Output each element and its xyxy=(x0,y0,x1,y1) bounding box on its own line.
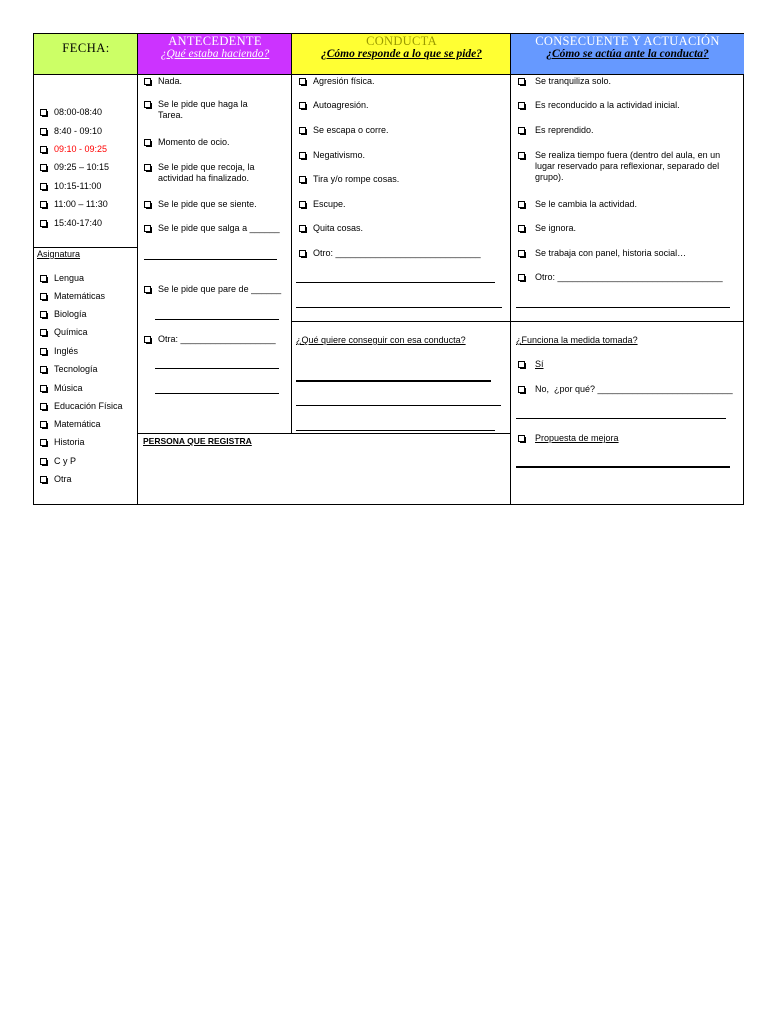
asignatura-item[interactable]: Matemática xyxy=(40,419,101,430)
checkbox-icon[interactable] xyxy=(518,78,525,85)
checkbox-icon[interactable] xyxy=(518,361,525,368)
checkbox-icon[interactable] xyxy=(299,201,306,208)
answer-line[interactable] xyxy=(296,307,502,308)
checkbox-icon[interactable] xyxy=(518,250,525,257)
checkbox-icon[interactable] xyxy=(40,385,47,392)
answer-line[interactable] xyxy=(296,405,501,406)
checkbox-icon[interactable] xyxy=(40,421,47,428)
checkbox-icon[interactable] xyxy=(299,78,306,85)
persona-registra-field[interactable] xyxy=(138,447,510,505)
asignatura-item[interactable]: Tecnología xyxy=(40,364,98,375)
horario-item[interactable]: 10:15-11:00 xyxy=(40,181,101,192)
conducta-question: ¿Cómo responde a lo que se pide? xyxy=(321,48,482,60)
checkbox-icon[interactable] xyxy=(518,127,525,134)
consecuente-item[interactable]: Es reconducido a la actividad inicial. xyxy=(518,100,680,111)
checkbox-icon[interactable] xyxy=(40,329,47,336)
consecuente-item[interactable]: Se realiza tiempo fuera (dentro del aula, en un lugar reservado para reflexionar, separado del grupo). xyxy=(518,150,720,183)
answer-line[interactable] xyxy=(516,307,730,308)
checkbox-icon[interactable] xyxy=(144,201,151,208)
antecedente-item[interactable]: Nada. xyxy=(144,76,182,87)
fecha-header xyxy=(34,34,138,74)
consecuente-item[interactable]: Se le cambia la actividad. xyxy=(518,199,637,210)
checkbox-icon[interactable] xyxy=(144,78,151,85)
asignatura-item[interactable]: Música xyxy=(40,383,83,394)
checkbox-icon[interactable] xyxy=(144,225,151,232)
asignatura-item[interactable]: Educación Física xyxy=(40,401,123,412)
checkbox-icon[interactable] xyxy=(299,176,306,183)
checkbox-icon[interactable] xyxy=(518,201,525,208)
antecedente-title: ANTECEDENTE xyxy=(168,34,262,48)
checkbox-icon[interactable] xyxy=(40,164,47,171)
checkbox-icon[interactable] xyxy=(144,101,151,108)
checkbox-icon[interactable] xyxy=(40,293,47,300)
answer-line[interactable] xyxy=(516,466,730,468)
answer-line[interactable] xyxy=(155,368,279,369)
consecuente-item[interactable]: Se trabaja con panel, historia social… xyxy=(518,248,686,259)
antecedente-item[interactable]: Se le pide que pare de ______ xyxy=(144,284,281,295)
checkbox-icon[interactable] xyxy=(40,146,47,153)
checkbox-icon[interactable] xyxy=(40,275,47,282)
funciona-question: ¿Funciona la medida tomada? xyxy=(516,335,638,345)
antecedente-question: ¿Qué estaba haciendo? xyxy=(160,48,270,60)
checkbox-icon[interactable] xyxy=(40,403,47,410)
checkbox-icon[interactable] xyxy=(299,102,306,109)
horario-item[interactable]: 08:00-08:40 xyxy=(40,107,102,118)
funciona-no[interactable]: No, ¿por qué? ___________________________ xyxy=(518,384,733,395)
conducta-item[interactable]: Negativismo. xyxy=(299,150,365,161)
consecuente-header xyxy=(511,34,744,74)
checkbox-icon[interactable] xyxy=(40,439,47,446)
consecuente-item[interactable]: Se tranquiliza solo. xyxy=(518,76,611,87)
checkbox-icon[interactable] xyxy=(518,386,525,393)
horario-item[interactable]: 15:40-17:40 xyxy=(40,218,102,229)
checkbox-icon[interactable] xyxy=(144,164,151,171)
asignatura-item[interactable]: Matemáticas xyxy=(40,291,105,302)
checkbox-icon[interactable] xyxy=(518,274,525,281)
horario-item[interactable]: 09:25 – 10:15 xyxy=(40,162,109,173)
checkbox-icon[interactable] xyxy=(40,458,47,465)
conducta-header xyxy=(292,34,511,74)
checkbox-icon[interactable] xyxy=(40,128,47,135)
asignatura-label: Asignatura xyxy=(37,249,81,259)
horario-item[interactable]: 8:40 - 09:10 xyxy=(40,126,102,137)
antecedente-header xyxy=(138,34,292,74)
answer-line[interactable] xyxy=(296,282,495,283)
conducta-item[interactable]: Agresión física. xyxy=(299,76,375,87)
asignatura-item[interactable]: C y P xyxy=(40,456,76,467)
antecedente-item[interactable]: Otra: ___________________ xyxy=(144,334,276,345)
checkbox-icon[interactable] xyxy=(40,109,47,116)
answer-line[interactable] xyxy=(516,418,726,419)
checkbox-icon[interactable] xyxy=(518,435,525,442)
conducta-item[interactable]: Quita cosas. xyxy=(299,223,363,234)
persona-registra-label: PERSONA QUE REGISTRA xyxy=(143,436,252,446)
behavior-record-form xyxy=(33,33,744,505)
conducta-item[interactable]: Se escapa o corre. xyxy=(299,125,389,136)
answer-line[interactable] xyxy=(155,319,279,320)
checkbox-icon[interactable] xyxy=(40,476,47,483)
antecedente-item[interactable]: Se le pide que recoja, la actividad ha finalizado. xyxy=(144,162,255,184)
consecuente-title: CONSECUENTE Y ACTUACIÓN xyxy=(535,34,720,48)
propuesta-mejora[interactable]: Propuesta de mejora xyxy=(518,433,619,444)
checkbox-icon[interactable] xyxy=(144,139,151,146)
consecuente-item[interactable]: Otro: _________________________________ xyxy=(518,272,723,283)
checkbox-icon[interactable] xyxy=(40,220,47,227)
antecedente-item[interactable]: Se le pide que haga la Tarea. xyxy=(144,99,248,121)
conducta-item[interactable]: Escupe. xyxy=(299,199,346,210)
answer-line[interactable] xyxy=(144,259,277,260)
checkbox-icon[interactable] xyxy=(299,127,306,134)
checkbox-icon[interactable] xyxy=(299,250,306,257)
answer-line[interactable] xyxy=(296,430,495,431)
funciona-si[interactable]: Sí xyxy=(518,359,544,370)
conducta-item[interactable]: Autoagresión. xyxy=(299,100,369,111)
antecedente-item[interactable]: Se le pide que salga a ______ xyxy=(144,223,280,234)
asignatura-item[interactable]: Otra xyxy=(40,474,72,485)
asignatura-item[interactable]: Inglés xyxy=(40,346,78,357)
antecedente-item[interactable]: Momento de ocio. xyxy=(144,137,230,148)
antecedente-item[interactable]: Se le pide que se siente. xyxy=(144,199,257,210)
checkbox-icon[interactable] xyxy=(299,152,306,159)
checkbox-icon[interactable] xyxy=(518,152,525,159)
consecuente-item[interactable]: Es reprendido. xyxy=(518,125,594,136)
asignatura-item[interactable]: Biología xyxy=(40,309,87,320)
consecuente-question: ¿Cómo se actúa ante la conducta? xyxy=(546,48,709,60)
answer-line[interactable] xyxy=(155,393,279,394)
asignatura-item[interactable]: Química xyxy=(40,327,88,338)
checkbox-icon[interactable] xyxy=(518,102,525,109)
answer-line[interactable] xyxy=(296,380,491,382)
checkbox-icon[interactable] xyxy=(40,366,47,373)
checkbox-icon[interactable] xyxy=(299,225,306,232)
checkbox-icon[interactable] xyxy=(40,348,47,355)
conducta-title: CONDUCTA xyxy=(366,34,437,48)
checkbox-icon[interactable] xyxy=(144,286,151,293)
fecha-label: FECHA: xyxy=(62,41,110,55)
asignatura-item[interactable]: Historia xyxy=(40,437,85,448)
checkbox-icon[interactable] xyxy=(40,201,47,208)
consecuente-item[interactable]: Se ignora. xyxy=(518,223,576,234)
checkbox-icon[interactable] xyxy=(518,225,525,232)
horario-item-highlighted[interactable]: 09:10 - 09:25 xyxy=(40,144,107,155)
asignatura-item[interactable]: Lengua xyxy=(40,273,84,284)
horario-item[interactable]: 11:00 – 11:30 xyxy=(40,199,108,210)
checkbox-icon[interactable] xyxy=(40,183,47,190)
checkbox-icon[interactable] xyxy=(40,311,47,318)
conseguir-question: ¿Qué quiere conseguir con esa conducta? xyxy=(296,335,466,345)
conducta-item[interactable]: Otro: _____________________________ xyxy=(299,248,481,259)
conducta-item[interactable]: Tira y/o rompe cosas. xyxy=(299,174,399,185)
checkbox-icon[interactable] xyxy=(144,336,151,343)
